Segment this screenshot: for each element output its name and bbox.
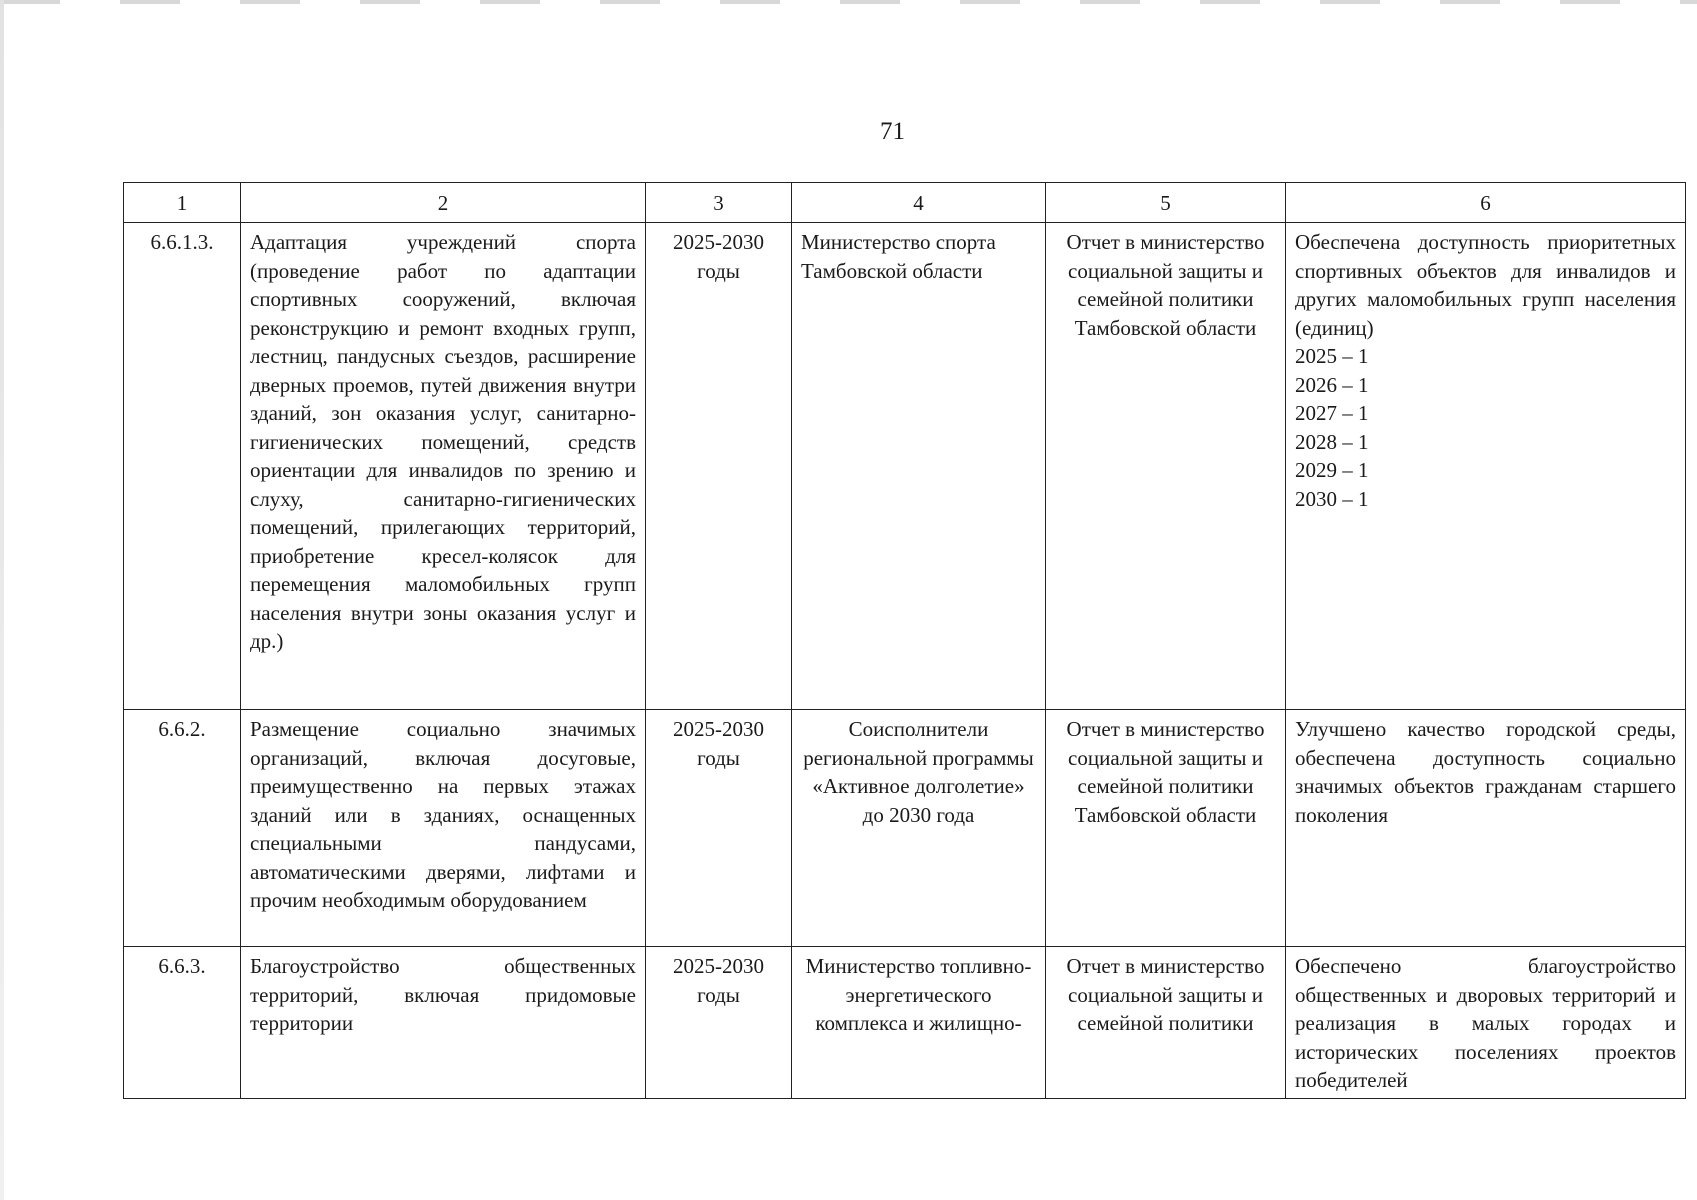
column-header-3: 3	[646, 183, 792, 223]
responsible-executor: Соисполнители региональной программы «Активное долголетие» до 2030 года	[792, 710, 1046, 947]
expected-result: Обеспечена доступность приоритетных спортивных объектов для инвалидов и других маломобильных групп населения (единиц)	[1295, 230, 1676, 340]
table-header-row	[124, 183, 1686, 223]
expected-result: Улучшено качество городской среды, обеспечена доступность социально значимых объектов гражданам старшего поколения	[1286, 710, 1686, 947]
row-number: 6.6.2.	[124, 710, 241, 947]
expected-result: Обеспечено благоустройство общественных и дворовых территорий и реализация в малых городах и исторических поселениях проектов победителей	[1286, 947, 1686, 1099]
activity-period: 2025-2030 годы	[646, 947, 792, 1099]
activity-table	[123, 182, 1686, 1099]
result-year: 2027 – 1	[1295, 401, 1369, 425]
result-year: 2030 – 1	[1295, 486, 1369, 511]
scan-edge-top	[0, 0, 1697, 4]
result-year: 2029 – 1	[1295, 458, 1369, 482]
table-row	[124, 947, 1686, 1099]
row-number: 6.6.1.3.	[124, 223, 241, 710]
column-header-2: 2	[241, 183, 646, 223]
report-form: Отчет в министерство социальной защиты и семейной политики Тамбовской области	[1046, 223, 1286, 710]
activity-period: 2025-2030 годы	[646, 710, 792, 947]
table-row	[124, 710, 1686, 947]
column-header-4: 4	[792, 183, 1046, 223]
row-number: 6.6.3.	[124, 947, 241, 1099]
result-year: 2025 – 1	[1295, 344, 1369, 368]
expected-result-cell	[1286, 223, 1686, 710]
activity-period: 2025-2030 годы	[646, 223, 792, 710]
page-number: 71	[880, 118, 905, 145]
result-year: 2028 – 1	[1295, 429, 1369, 454]
scan-edge-left	[0, 0, 4, 1200]
activity-description: Размещение социально значимых организаций, включая досуговые, преимущественно на первых этажах зданий или в зданиях, оснащенных специальными пандусами, автоматическими дверями, лифтами и прочим необходимым оборудованием	[241, 710, 646, 947]
column-header-5: 5	[1046, 183, 1286, 223]
report-form: Отчет в министерство социальной защиты и семейной политики	[1046, 947, 1286, 1099]
column-header-1: 1	[124, 183, 241, 223]
responsible-executor: Министерство топливно-энергетического комплекса и жилищно-	[792, 947, 1046, 1099]
table-row	[124, 223, 1686, 710]
activity-description: Благоустройство общественных территорий, включая придомовые территории	[241, 947, 646, 1099]
responsible-executor: Министерство спорта Тамбовской области	[792, 223, 1046, 710]
report-form: Отчет в министерство социальной защиты и семейной политики Тамбовской области	[1046, 710, 1286, 947]
result-year: 2026 – 1	[1295, 372, 1369, 397]
column-header-6: 6	[1286, 183, 1686, 223]
activity-description: Адаптация учреждений спорта (проведение работ по адаптации спортивных сооружений, включая реконструкцию и ремонт входных групп, лестниц, пандусных съездов, расширение дверных проемов, путей движения внутри зданий, зон оказания услуг, санитарно-гигиенических помещений, средств ориентации для инвалидов по зрению и слуху, санитарно-гигиенических помещений, прилегающих территорий, приобретение кресел-колясок для перемещения маломобильных групп населения внутри зоны оказания услуг и др.)	[241, 223, 646, 710]
